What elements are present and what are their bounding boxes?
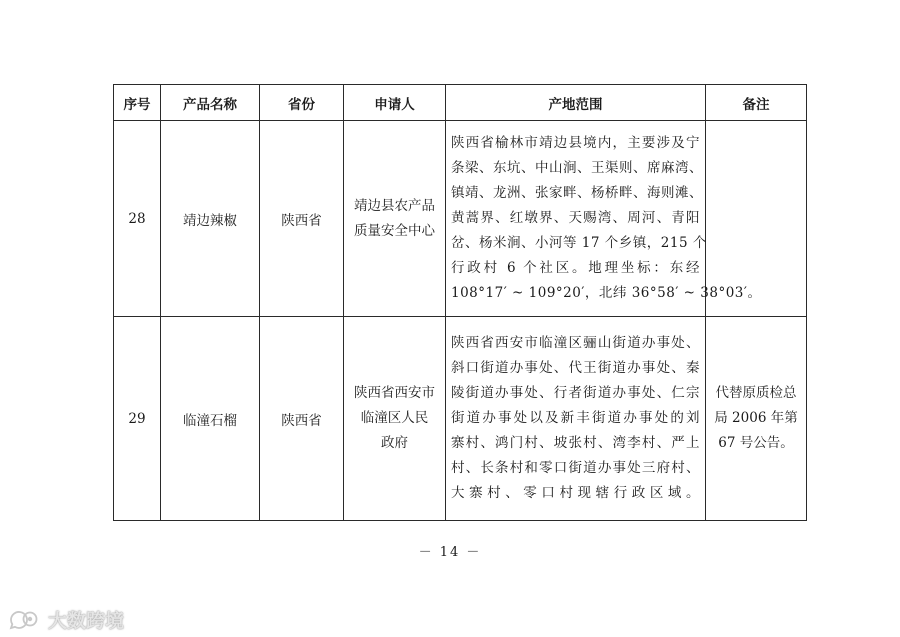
region-line: 陕西省西安市临潼区骊山街道办事处、: [451, 335, 700, 351]
region-line: 行政村 6 个社区。地理坐标：东经: [451, 260, 700, 276]
region-line: 街道办事处以及新丰街道办事处的刘: [451, 410, 700, 426]
watermark: [8, 606, 124, 633]
cell-serial-number: 29: [114, 317, 161, 521]
region-line: 陕西省榆林市靖边县境内，主要涉及宁: [451, 135, 700, 151]
region-line: 斜口街道办事处、代王街道办事处、秦: [451, 360, 700, 376]
cell-product-name: 临潼石榴: [161, 317, 260, 521]
region-line: 镇靖、龙洲、张家畔、杨桥畔、海则滩、: [451, 185, 703, 201]
geographic-indication-table: [113, 84, 807, 521]
header-remarks: 备注: [706, 85, 807, 121]
chat-bubble-logo-icon: [8, 609, 42, 631]
region-line: 岔、杨米涧、小河等 17 个乡镇，215 个: [451, 235, 707, 251]
region-line: 108°17′ ~ 109°20′，北纬 36°58′ ~ 38°03′。: [451, 285, 762, 301]
applicant-line: 质量安全中心: [354, 222, 435, 239]
region-line: 条梁、东坑、中山涧、王渠则、席麻湾、: [451, 160, 703, 176]
cell-product-name: 靖边辣椒: [161, 121, 260, 317]
header-product-name: 产品名称: [161, 85, 260, 121]
cell-production-region: [446, 317, 706, 521]
cell-province: 陕西省: [260, 317, 344, 521]
table-row: [114, 121, 807, 317]
cell-applicant: [344, 317, 446, 521]
cell-province: 陕西省: [260, 121, 344, 317]
table-row: [114, 317, 807, 521]
header-serial-number: 序号: [114, 85, 161, 121]
region-line: 村、长条村和零口街道办事处三府村、: [451, 460, 700, 476]
region-line: 陵街道办事处、行者街道办事处、仁宗: [451, 385, 700, 401]
region-line: 大寨村、零口村现辖行政区域。: [451, 485, 700, 501]
applicant-line: 政府: [381, 435, 408, 451]
remarks-line: 67 号公告。: [718, 435, 794, 451]
cell-remarks: [706, 317, 807, 521]
table-header-row: [114, 85, 807, 121]
remarks-line: 局 2006 年第: [714, 410, 798, 426]
header-applicant: 申请人: [344, 85, 446, 121]
region-line: 黄蒿界、红墩界、天赐湾、周河、青阳: [451, 210, 700, 226]
region-line: 寨村、鸿门村、坡张村、湾李村、严上: [451, 435, 700, 451]
header-province: 省份: [260, 85, 344, 121]
cell-applicant: [344, 121, 446, 317]
page-number: － 14 －: [418, 545, 482, 560]
header-production-region: 产地范围: [446, 85, 706, 121]
cell-serial-number: 28: [114, 121, 161, 317]
remarks-line: 代替原质检总: [715, 385, 797, 401]
watermark-text: 大数跨境: [48, 610, 125, 632]
applicant-line: 陕西省西安市: [354, 385, 435, 401]
applicant-line: 靖边县农产品: [354, 197, 435, 214]
applicant-line: 临潼区人民: [360, 410, 429, 426]
cell-production-region: [446, 121, 762, 317]
